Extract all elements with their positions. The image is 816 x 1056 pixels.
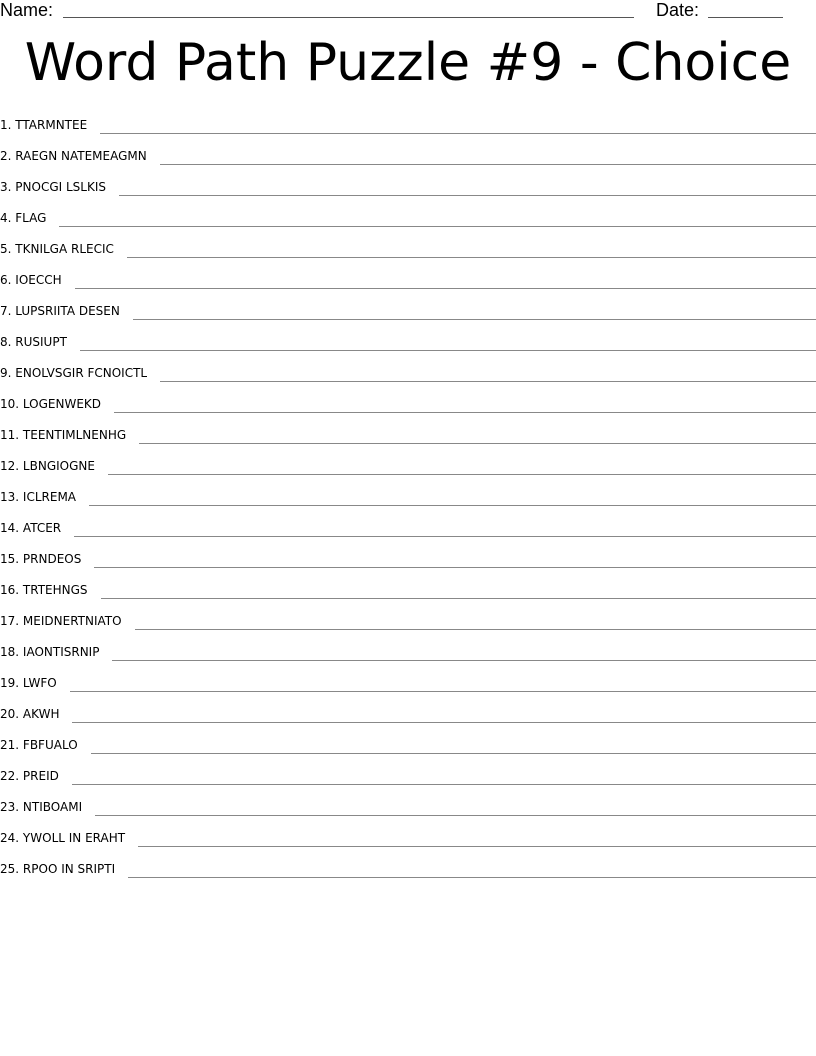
answer-line[interactable] (80, 350, 816, 351)
answer-line[interactable] (95, 815, 816, 816)
puzzle-item-number: 24. (0, 831, 20, 845)
scrambled-word: PRNDEOS (22, 552, 82, 566)
puzzle-item-number: 9. (0, 366, 12, 380)
puzzle-item (0, 668, 816, 699)
puzzle-item (0, 792, 816, 823)
puzzle-item (0, 420, 816, 451)
answer-line[interactable] (70, 691, 816, 692)
answer-line[interactable] (160, 381, 816, 382)
puzzle-item-number: 14. (0, 521, 20, 535)
scrambled-word: AKWH (22, 707, 60, 721)
answer-line[interactable] (72, 722, 816, 723)
puzzle-item (0, 854, 816, 885)
puzzle-item (0, 637, 816, 668)
puzzle-clue (0, 459, 108, 482)
puzzle-clue (0, 707, 72, 730)
puzzle-item-number: 12. (0, 459, 20, 473)
name-label: Name: (0, 0, 54, 20)
puzzle-clue (0, 614, 135, 637)
puzzle-item (0, 265, 816, 296)
puzzle-item (0, 544, 816, 575)
answer-line[interactable] (101, 598, 816, 599)
scrambled-word: TRTEHNGS (22, 583, 88, 597)
answer-line[interactable] (112, 660, 816, 661)
date-label: Date: (656, 0, 700, 20)
answer-line[interactable] (100, 133, 816, 134)
scrambled-word: YWOLL IN ERAHT (22, 831, 126, 845)
puzzle-clue (0, 273, 75, 296)
puzzle-item (0, 172, 816, 203)
answer-line[interactable] (133, 319, 816, 320)
puzzle-clue (0, 676, 70, 699)
puzzle-clue (0, 831, 138, 854)
puzzle-item-number: 15. (0, 552, 20, 566)
puzzle-item-number: 13. (0, 490, 20, 504)
puzzle-clue (0, 335, 80, 358)
answer-line[interactable] (75, 288, 816, 289)
puzzle-item (0, 110, 816, 141)
answer-line[interactable] (91, 753, 816, 754)
answer-line[interactable] (89, 505, 816, 506)
puzzle-item-number: 2. (0, 149, 12, 163)
puzzle-item (0, 513, 816, 544)
puzzle-item-number: 7. (0, 304, 12, 318)
scrambled-word: IAONTISRNIP (22, 645, 100, 659)
puzzle-item (0, 575, 816, 606)
puzzle-item-number: 3. (0, 180, 12, 194)
puzzle-item (0, 234, 816, 265)
scrambled-word: ICLREMA (22, 490, 77, 504)
answer-line[interactable] (59, 226, 816, 227)
scrambled-word: RPOO IN SRIPTI (22, 862, 116, 876)
puzzle-item (0, 451, 816, 482)
puzzle-item-number: 5. (0, 242, 12, 256)
answer-line[interactable] (108, 474, 816, 475)
puzzle-item-number: 4. (0, 211, 12, 225)
date-answer-line[interactable] (708, 17, 783, 18)
scrambled-word: LUPSRIITA DESEN (15, 304, 120, 318)
answer-line[interactable] (160, 164, 816, 165)
puzzle-item (0, 389, 816, 420)
answer-line[interactable] (135, 629, 816, 630)
scrambled-word: RAEGN NATEMEAGMN (15, 149, 147, 163)
puzzle-item (0, 730, 816, 761)
puzzle-clue (0, 366, 160, 389)
scrambled-word: LWFO (22, 676, 57, 690)
answer-line[interactable] (74, 536, 816, 537)
scrambled-word: PREID (22, 769, 59, 783)
puzzle-item-number: 11. (0, 428, 20, 442)
puzzle-item (0, 358, 816, 389)
puzzle-clue (0, 490, 89, 513)
puzzle-clue (0, 149, 160, 172)
puzzle-clue (0, 769, 72, 792)
puzzle-clue (0, 645, 112, 668)
scrambled-word: LBNGIOGNE (22, 459, 95, 473)
puzzle-item (0, 327, 816, 358)
name-answer-line[interactable] (63, 17, 634, 18)
puzzle-item (0, 699, 816, 730)
scrambled-word: ENOLVSGIR FCNOICTL (15, 366, 148, 380)
puzzle-clue (0, 583, 101, 606)
puzzle-clue (0, 304, 133, 327)
puzzle-item-number: 25. (0, 862, 20, 876)
puzzle-item-number: 17. (0, 614, 20, 628)
scrambled-word: TTARMNTEE (15, 118, 88, 132)
puzzle-item-number: 16. (0, 583, 20, 597)
scrambled-word: IOECCH (15, 273, 62, 287)
puzzle-item-number: 18. (0, 645, 20, 659)
puzzle-clue (0, 180, 119, 203)
puzzle-item-number: 8. (0, 335, 12, 349)
puzzle-clue (0, 211, 59, 234)
answer-line[interactable] (72, 784, 816, 785)
scrambled-word: ATCER (22, 521, 62, 535)
puzzle-item-number: 23. (0, 800, 20, 814)
puzzle-item-number: 22. (0, 769, 20, 783)
answer-line[interactable] (128, 877, 816, 878)
puzzle-item-number: 10. (0, 397, 20, 411)
scrambled-word: NTIBOAMI (22, 800, 83, 814)
puzzle-item-number: 1. (0, 118, 12, 132)
scrambled-word: TKNILGA RLECIC (15, 242, 114, 256)
puzzle-item (0, 141, 816, 172)
puzzle-clue (0, 800, 95, 823)
puzzle-clue (0, 552, 94, 575)
scrambled-word: FLAG (15, 211, 47, 225)
puzzle-item (0, 296, 816, 327)
puzzle-item (0, 761, 816, 792)
puzzle-item-number: 6. (0, 273, 12, 287)
puzzle-clue (0, 118, 100, 141)
scrambled-word: RUSIUPT (15, 335, 67, 349)
puzzle-clue (0, 862, 128, 885)
scrambled-word: TEENTIMLNENHG (22, 428, 127, 442)
answer-line[interactable] (127, 257, 816, 258)
puzzle-item (0, 482, 816, 513)
puzzle-item-number: 21. (0, 738, 20, 752)
scrambled-word: FBFUALO (22, 738, 78, 752)
puzzle-item (0, 203, 816, 234)
answer-line[interactable] (94, 567, 816, 568)
answer-line[interactable] (139, 443, 816, 444)
answer-line[interactable] (119, 195, 816, 196)
puzzle-item (0, 823, 816, 854)
puzzle-list (0, 110, 816, 885)
header-row (0, 0, 816, 22)
puzzle-clue (0, 521, 74, 544)
puzzle-item-number: 20. (0, 707, 20, 721)
scrambled-word: PNOCGI LSLKIS (15, 180, 106, 194)
answer-line[interactable] (138, 846, 816, 847)
puzzle-clue (0, 242, 127, 265)
puzzle-item-number: 19. (0, 676, 20, 690)
answer-line[interactable] (114, 412, 816, 413)
puzzle-clue (0, 738, 91, 761)
scrambled-word: MEIDNERTNIATO (22, 614, 122, 628)
puzzle-clue (0, 428, 139, 451)
puzzle-clue (0, 397, 114, 420)
scrambled-word: LOGENWEKD (22, 397, 102, 411)
puzzle-item (0, 606, 816, 637)
page-title: Word Path Puzzle #9 - Choice (24, 33, 792, 93)
